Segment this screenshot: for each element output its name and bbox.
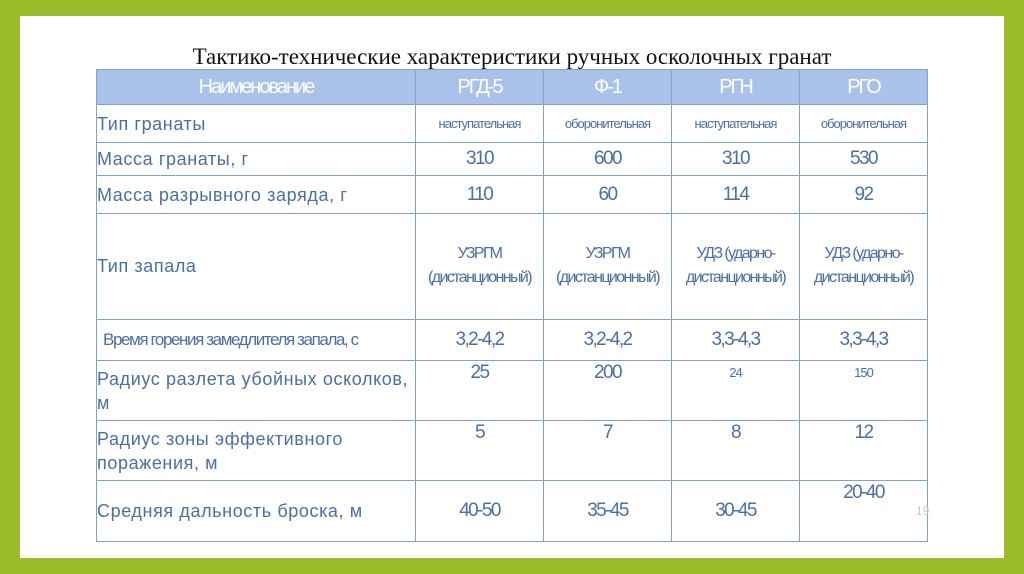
table-row [97, 360, 928, 421]
table-cell: 310 [416, 142, 544, 175]
table-row [97, 142, 928, 175]
table-cell: 3,3-4,3 [800, 320, 928, 361]
table-cell: наступательная [416, 105, 544, 142]
header-f1: Ф-1 [544, 70, 672, 105]
row-label: Радиус разлета убойных осколков, м [97, 360, 416, 421]
table-cell: 5 [416, 421, 544, 481]
row-label: Тип запала [97, 213, 416, 319]
header-rgn: РГН [672, 70, 800, 105]
header-rgo: РГО [800, 70, 928, 105]
header-rgd5: РГД-5 [416, 70, 544, 105]
table-cell: 530 [800, 142, 928, 175]
table-row [97, 481, 928, 542]
table-cell: оборонительная [800, 105, 928, 142]
table-cell: 3,3-4,3 [672, 320, 800, 361]
grenade-specs-table [96, 69, 928, 542]
table-cell: 110 [416, 176, 544, 213]
row-label: Время горения замедлителя запала, с [97, 320, 416, 361]
table-cell: 20-40 [800, 481, 928, 542]
table-cell: 30-45 [672, 481, 800, 542]
table-cell: 12 [800, 421, 928, 481]
table-cell: 8 [672, 421, 800, 481]
table-cell: 3,2-4,2 [416, 320, 544, 361]
row-label: Радиус зоны эффективного поражения, м [97, 421, 416, 481]
row-label: Тип гранаты [97, 105, 416, 142]
table-cell: 3,2-4,2 [544, 320, 672, 361]
row-label: Средняя дальность броска, м [97, 481, 416, 542]
table-cell: наступательная [672, 105, 800, 142]
table-cell: УЗРГМ (дистанционный) [416, 213, 544, 319]
table-cell: 114 [672, 176, 800, 213]
row-label: Масса гранаты, г [97, 142, 416, 175]
table-cell: УДЗ (ударно-дистанционный) [672, 213, 800, 319]
table-cell: 35-45 [544, 481, 672, 542]
table-cell: 7 [544, 421, 672, 481]
slide [20, 16, 1004, 558]
table-cell: 40-50 [416, 481, 544, 542]
table-cell: УЗРГМ (дистанционный) [544, 213, 672, 319]
table-cell: 60 [544, 176, 672, 213]
slide-title: Тактико-технические характеристики ручных осколочных гранат [192, 44, 832, 69]
header-name: Наименование [97, 70, 416, 105]
table-cell: 25 [416, 360, 544, 421]
table-row [97, 176, 928, 213]
table-cell: 92 [800, 176, 928, 213]
table-row [97, 320, 928, 361]
row-label: Масса разрывного заряда, г [97, 176, 416, 213]
table-cell: оборонительная [544, 105, 672, 142]
table-cell: 150 [800, 360, 928, 421]
table-cell: 24 [672, 360, 800, 421]
table-cell: УДЗ (ударно-дистанционный) [800, 213, 928, 319]
page-number: 19 [916, 504, 930, 518]
table-cell: 310 [672, 142, 800, 175]
table-header-row [97, 70, 928, 105]
table-row [97, 421, 928, 481]
table-cell: 600 [544, 142, 672, 175]
table-cell: 200 [544, 360, 672, 421]
table-row [97, 213, 928, 319]
table-row [97, 105, 928, 142]
